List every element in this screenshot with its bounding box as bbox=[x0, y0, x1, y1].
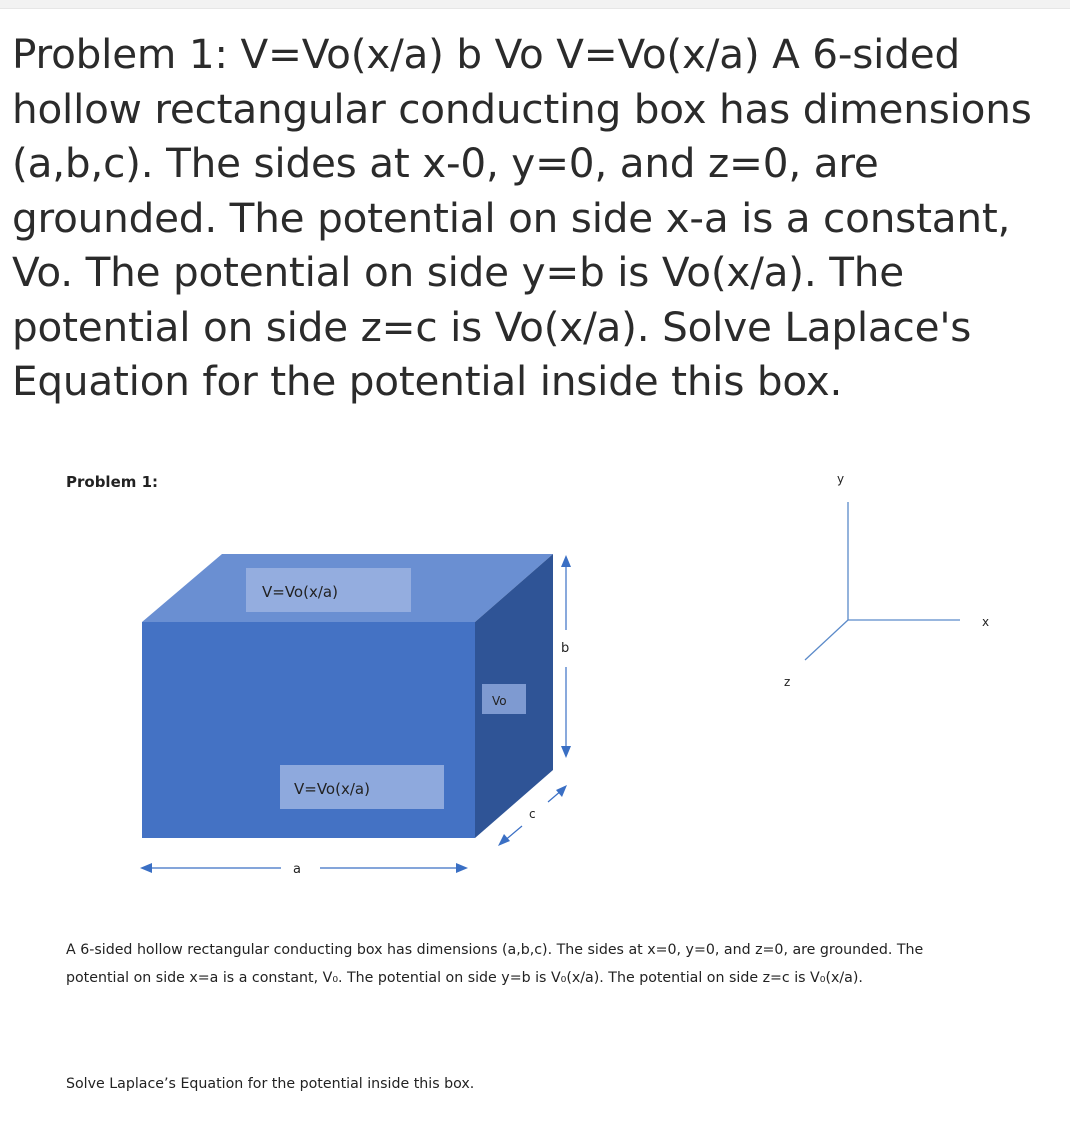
dim-c-label: c bbox=[529, 807, 536, 821]
axis-z-label: z bbox=[784, 675, 791, 689]
figure-caption: A 6-sided hollow rectangular conducting box has dimensions (a,b,c). The sides at x=0, y=0, and z=0, are grounded. The potential on side x=a is a constant, V₀. The potential on side y=b is V₀(x/a). The potential on side z=c is V₀(x/a). bbox=[66, 942, 924, 986]
solve-instruction: Solve Laplace’s Equation for the potential inside this box. bbox=[66, 1076, 475, 1092]
side-face-label: Vo bbox=[492, 694, 507, 708]
axis-x-label: x bbox=[982, 615, 990, 629]
front-face-label: V=Vo(x/a) bbox=[294, 780, 370, 798]
dim-c-arrowhead-lower bbox=[498, 834, 510, 846]
axis-z-line bbox=[805, 620, 848, 660]
axis-y-label: y bbox=[837, 472, 845, 486]
problem-figure bbox=[0, 440, 1070, 1131]
dim-c-arrowhead-upper bbox=[556, 785, 567, 797]
question-text: Problem 1: V=Vo(x/a) b Vo V=Vo(x/a) A 6-sided hollow rectangular conducting box has dimensions (a,b,c). The sides at x-0, y=0, and z=0, are grounded. The potential on side x-a is a constant, Vo. The potential on side y=b is Vo(x/a). The potential on side z=c is Vo(x/a). Solve Laplace's Equation for the potential inside this box. bbox=[12, 30, 1032, 405]
box-diagram bbox=[0, 440, 1070, 1131]
top-face-label: V=Vo(x/a) bbox=[262, 583, 338, 601]
dim-a-label: a bbox=[293, 862, 301, 877]
figure-title: Problem 1: bbox=[66, 473, 159, 491]
dim-a-arrowhead-right bbox=[456, 863, 468, 873]
top-divider bbox=[0, 0, 1070, 9]
dim-b-arrowhead-up bbox=[561, 555, 571, 567]
dim-b-arrowhead-down bbox=[561, 746, 571, 758]
dim-a-arrowhead-left bbox=[140, 863, 152, 873]
dim-b-label: b bbox=[561, 641, 570, 656]
